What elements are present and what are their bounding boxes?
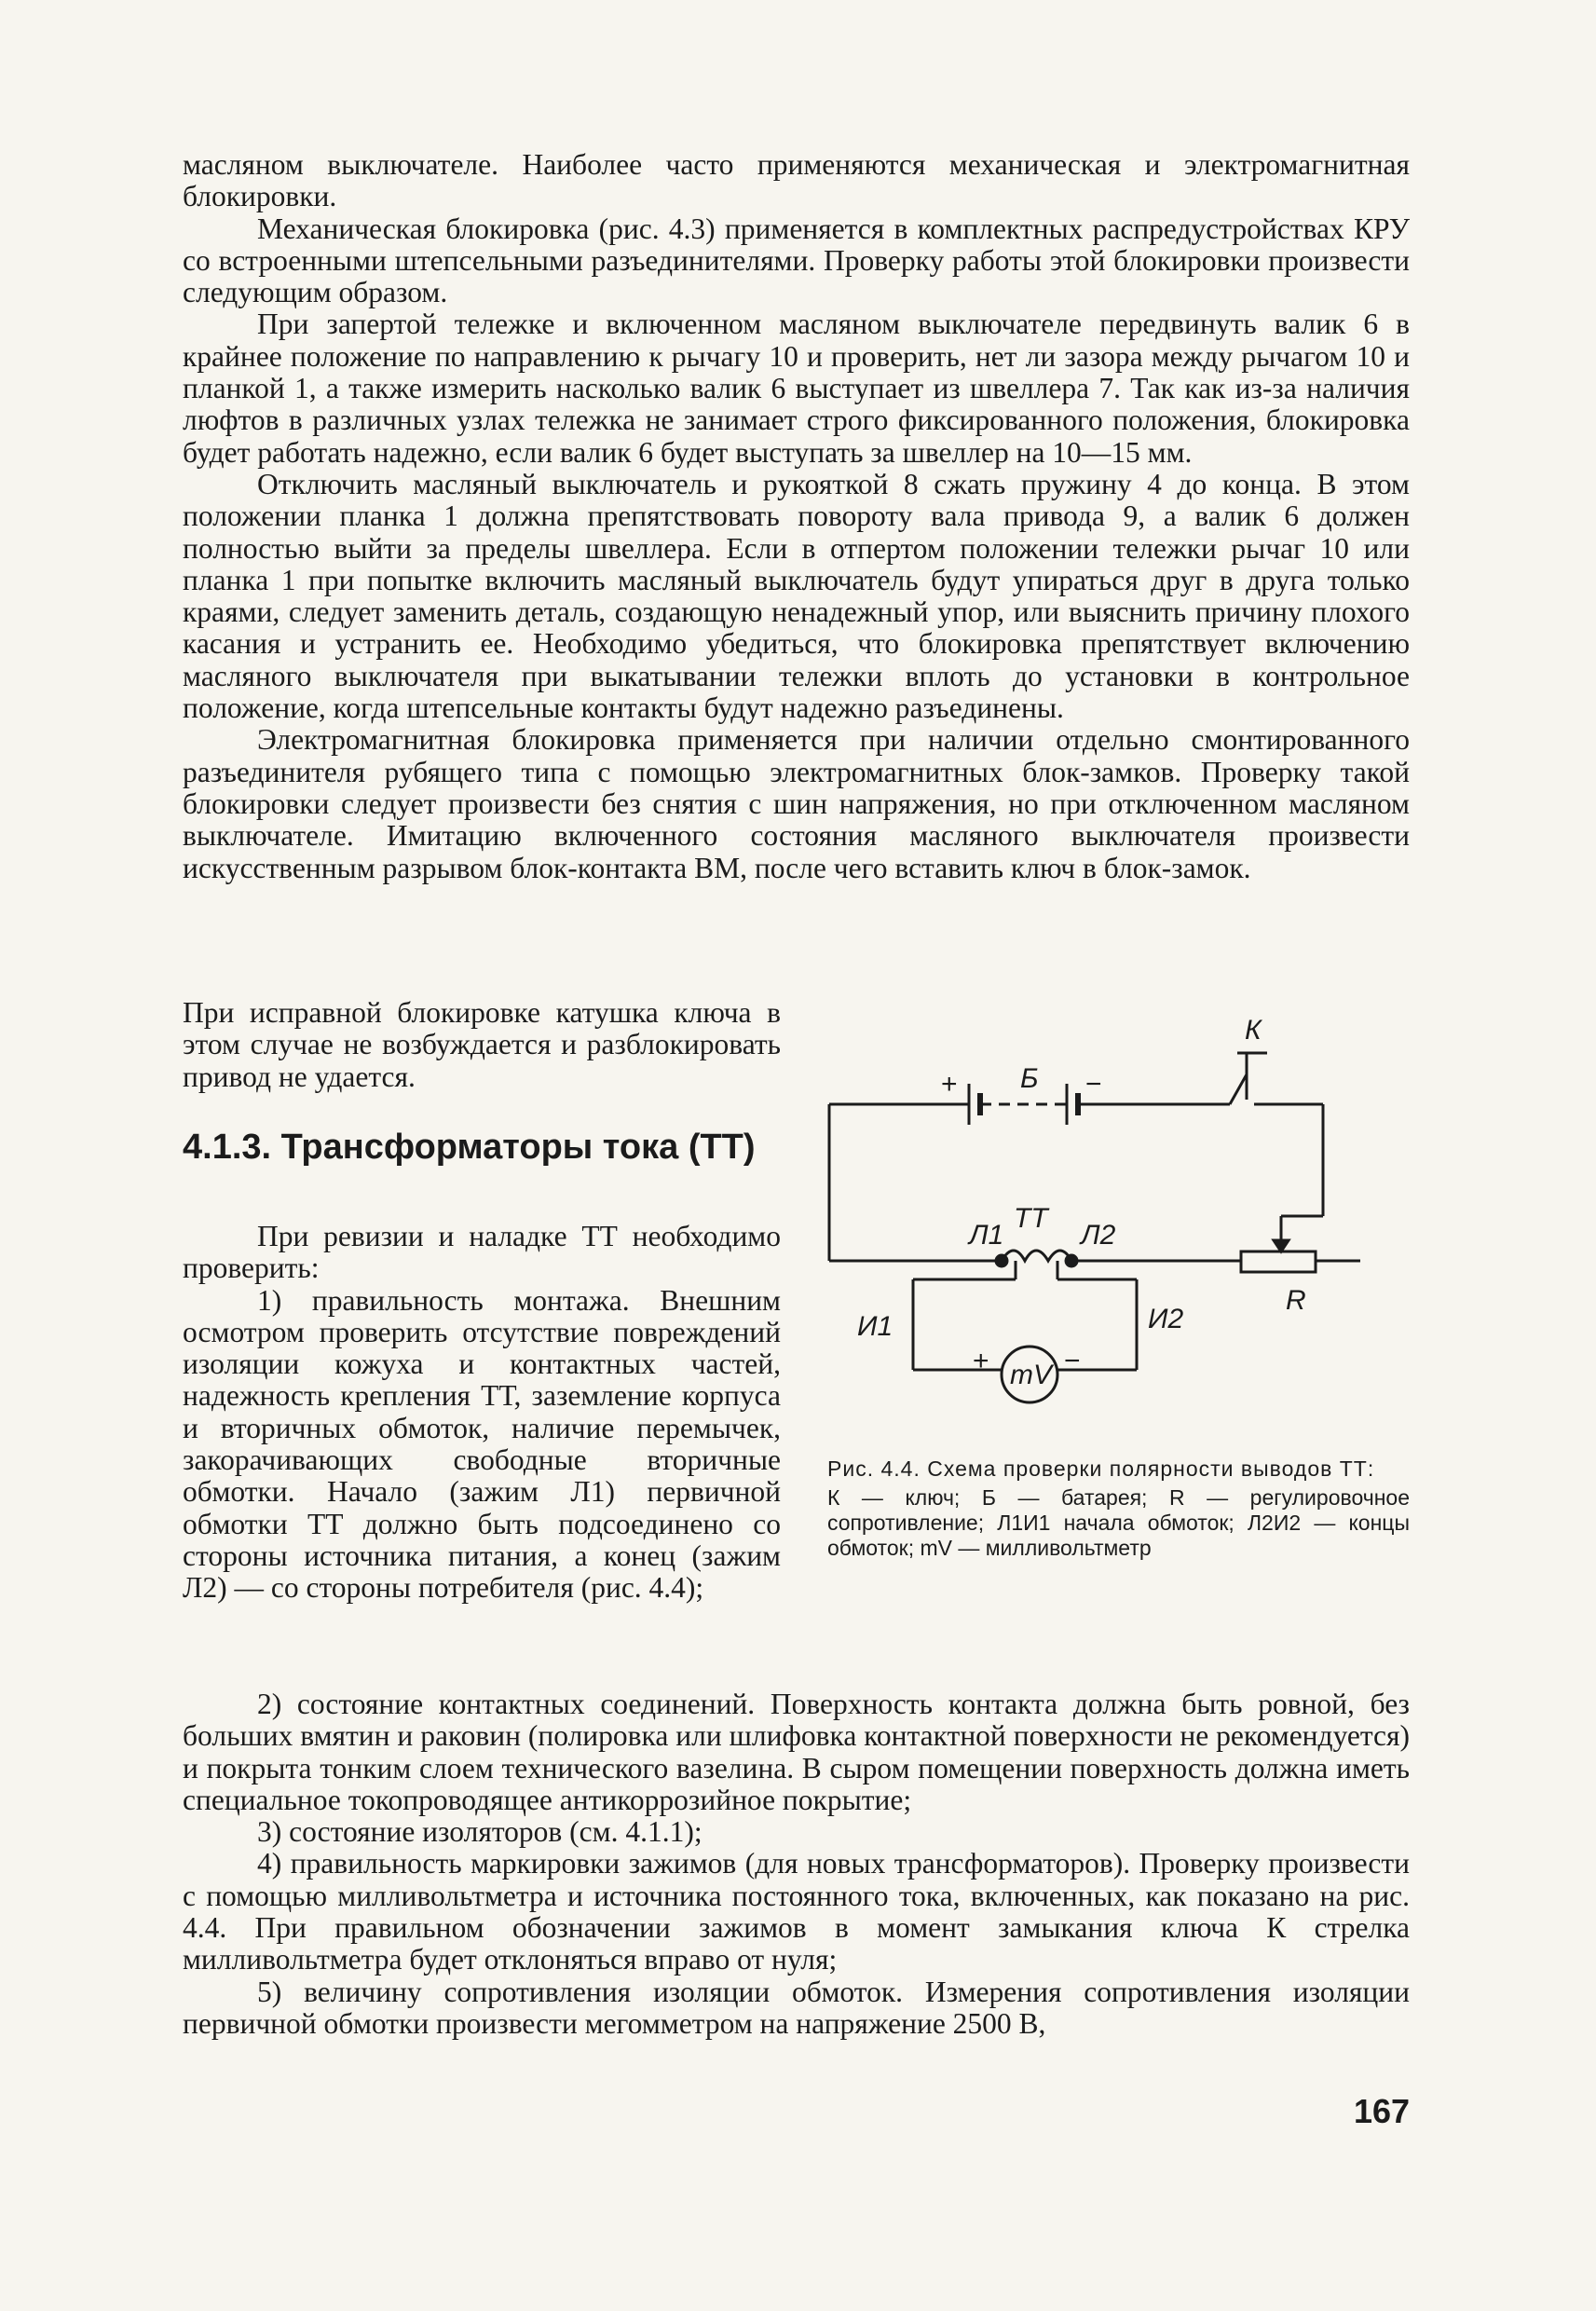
label-tt: ТТ xyxy=(1014,1203,1048,1234)
slider-arrowhead xyxy=(1274,1240,1289,1251)
paragraph: При запертой тележке и включенном масляном выключателе передвинуть валик 6 в крайнее положение по направлению к рычагу 10 и проверить, нет ли зазора между рычагом 10 и планкой 1, а также измерить насколько валик 6 выступает из швеллера 7. Так как из-за наличия люфтов в различных узлах тележка не занимает строго фиксированного положения, блокировка будет работать надежно, если валик 6 будет выступать за швеллер на 10—15 мм. xyxy=(183,308,1410,469)
top-text-block xyxy=(183,149,1410,884)
key-contact xyxy=(1230,1074,1247,1104)
circuit-diagram xyxy=(801,1011,1416,1454)
caption-title: Рис. 4.4. Схема проверки полярности выводов ТТ: xyxy=(827,1456,1375,1481)
label-i2: И2 xyxy=(1148,1304,1184,1334)
figure-caption xyxy=(827,1456,1410,1561)
paragraph: Электромагнитная блокировка применяется при наличии отдельно смонтированного разъединителя рубящего типа с помощью электромагнитных блок-замков. Проверку такой блокировки следует произвести без снятия с шин напряжения, но при отключенном масляном выключателе. Имитацию включенного состояния масляного выключателя произвести искусственным разрывом блок-контакта ВМ, после чего вставить ключ в блок-замок. xyxy=(183,723,1410,884)
tt-primary-winding xyxy=(1002,1251,1071,1261)
label-i1: И1 xyxy=(857,1311,893,1342)
bottom-text-block xyxy=(183,1689,1410,2040)
paragraph: При ревизии и наладке ТТ необходимо проверить: xyxy=(183,1220,781,1285)
left-column-text-2 xyxy=(183,1221,781,1605)
page-number: 167 xyxy=(1354,2092,1411,2130)
label-meter-minus: − xyxy=(1064,1346,1081,1376)
paragraph: 4) правильность маркировки зажимов (для новых трансформаторов). Проверку произвести с помощью милливольтметра и источника постоянного тока, включенных, как показано на рис. 4.4. При правильном обозначении зажимов в момент замыкания ключа К стрелка милливольтметра будет отклоняться вправо от нуля; xyxy=(183,1847,1410,1976)
label-key: К xyxy=(1245,1015,1262,1046)
label-l2: Л2 xyxy=(1081,1220,1116,1251)
paragraph: 1) правильность монтажа. Внешним осмотром проверить отсутствие повреждений изоляции кожуха и контактных частей, надежность крепления ТТ, заземление корпуса и вторичных обмоток, наличие перемычек, закорачивающих свободные вторичные обмотки. Начало (зажим Л1) первичной обмотки ТТ должно быть подсоединено со стороны источника питания, а конец (зажим Л2) — со стороны потребителя (рис. 4.4); xyxy=(183,1283,781,1605)
section-heading: 4.1.3. Трансформаторы тока (ТТ) xyxy=(183,1128,756,1167)
paragraph: Механическая блокировка (рис. 4.3) применяется в комплектных распредустройствах КРУ со встроенными штепсельными разъединителями. Проверку работы этой блокировки произвести следующим образом. xyxy=(183,212,1410,309)
caption-legend: К — ключ; Б — батарея; R — регулировочное сопротивление; Л1И1 начала обмоток; Л2И2 — концы обмоток; mV — милливольтметр xyxy=(827,1485,1410,1560)
paragraph: 3) состояние изоляторов (см. 4.1.1); xyxy=(257,1815,703,1849)
figure-4-4-circuit xyxy=(801,1011,1416,1454)
paragraph: При исправной блокировке катушка ключа в этом случае не возбуждается и разблокировать привод не удается. xyxy=(183,996,781,1093)
resistor-body xyxy=(1241,1251,1316,1272)
label-battery: Б xyxy=(1020,1063,1039,1094)
paragraph: масляном выключателе. Наиболее часто применяются механическая и электромагнитная блокировки. xyxy=(183,148,1410,213)
label-resistor: R xyxy=(1286,1285,1306,1316)
label-meter: mV xyxy=(1010,1360,1052,1390)
label-meter-plus: + xyxy=(973,1346,989,1376)
paragraph: 5) величину сопротивления изоляции обмоток. Измерения сопротивления изоляции первичной обмотки произвести мегомметром на напряжение 2500 В, xyxy=(183,1975,1410,2040)
left-column-text xyxy=(183,997,781,1093)
paragraph: Отключить масляный выключатель и рукояткой 8 сжать пружину 4 до конца. В этом положении планка 1 должна препятствовать повороту вала привода 9, а валик 6 должен полностью выйти за пределы швеллера. Если в отпертом положении тележки рычаг 10 или планка 1 при попытке включить масляный выключатель будут упираться друг в друга только краями, следует заменить деталь, создающую ненадежный упор, или выяснить причину плохого касания и устранить ее. Необходимо убедиться, что блокировка препятствует включению масляного выключателя при выкатывании тележки вплоть до установки в контрольное положение, когда штепсельные контакты будут надежно разъединены. xyxy=(183,467,1410,725)
label-minus: − xyxy=(1085,1069,1102,1100)
paragraph: 2) состояние контактных соединений. Поверхность контакта должна быть ровной, без больших вмятин и раковин (полировка или шлифовка контактной поверхности не рекомендуется) и покрыта тонким слоем технического вазелина. В сыром помещении поверхность должна иметь специальное токопроводящее антикоррозийное покрытие; xyxy=(183,1688,1410,1816)
label-plus: + xyxy=(941,1069,958,1100)
label-l1: Л1 xyxy=(969,1220,1004,1251)
